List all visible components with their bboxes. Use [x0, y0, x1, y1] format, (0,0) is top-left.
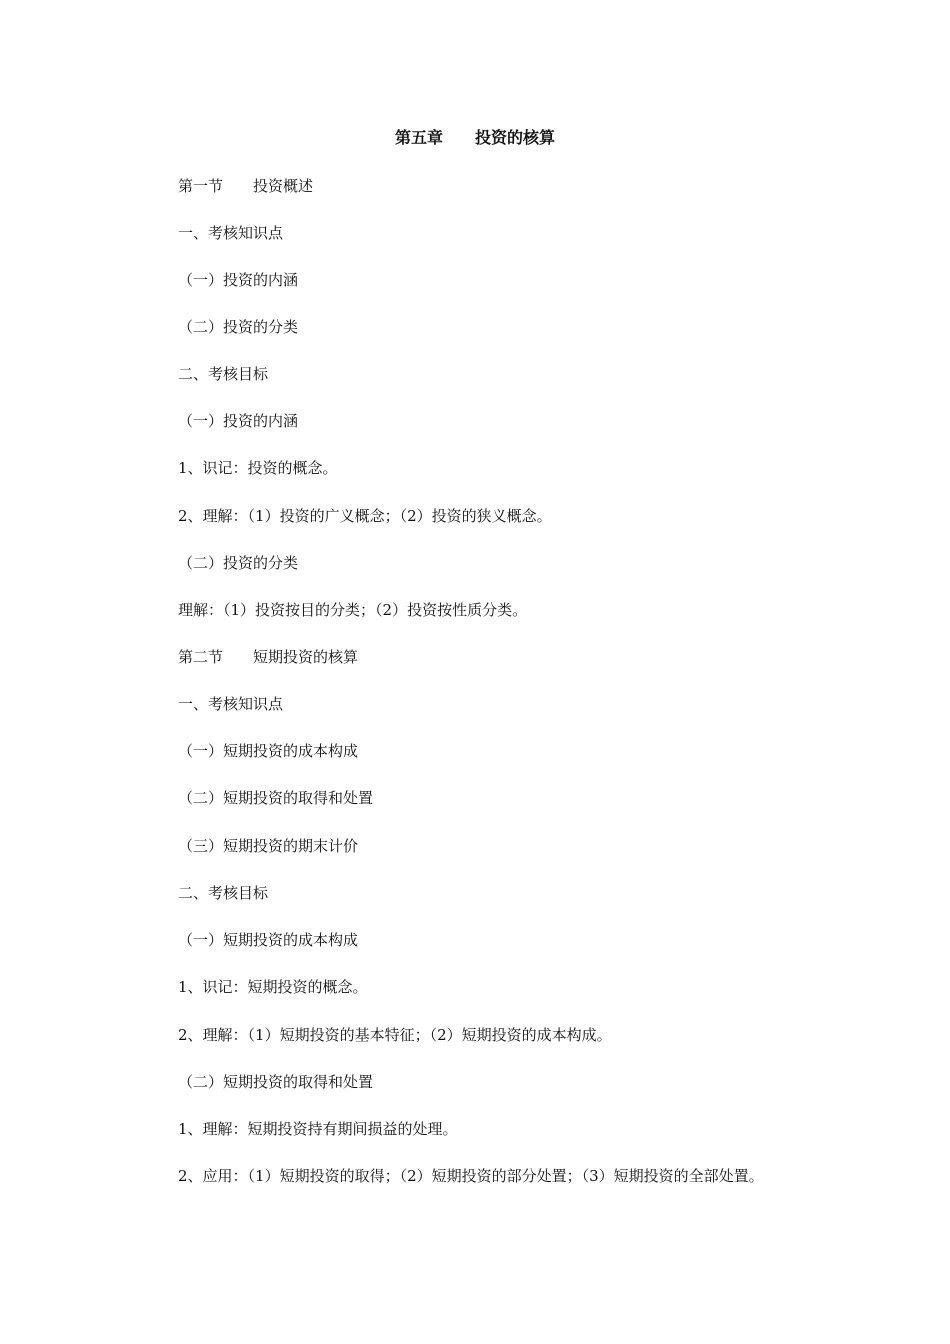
chapter-title: 第五章 投资的核算: [394, 128, 555, 147]
text-line: （二）短期投资的取得和处置: [178, 789, 374, 807]
text-line: （一）投资的内涵: [178, 412, 299, 430]
text-line: 二、考核目标: [178, 365, 269, 383]
text-line: （三）短期投资的期末计价: [178, 837, 359, 855]
section-heading: 第一节 投资概述: [178, 177, 314, 195]
text-line: （一）投资的内涵: [178, 271, 299, 289]
text-line: 1、识记：短期投资的概念。: [178, 978, 368, 996]
section-heading: 第二节 短期投资的核算: [178, 648, 359, 666]
text-line: （一）短期投资的成本构成: [178, 931, 359, 949]
text-line: （一）短期投资的成本构成: [178, 742, 359, 760]
text-line: （二）投资的分类: [178, 554, 299, 572]
text-line: 1、理解：短期投资持有期间损益的处理。: [178, 1120, 458, 1138]
text-line: （二）短期投资的取得和处置: [178, 1073, 374, 1091]
text-line: 二、考核目标: [178, 884, 269, 902]
text-line: 一、考核知识点: [178, 224, 284, 242]
text-line: 2、理解：（1）短期投资的基本特征；（2）短期投资的成本构成。: [178, 1026, 612, 1044]
text-line: 一、考核知识点: [178, 695, 284, 713]
text-line: 2、理解：（1）投资的广义概念；（2）投资的狭义概念。: [178, 507, 552, 525]
text-paragraph: 2、应用：（1）短期投资的取得；（2）短期投资的部分处置；（3）短期投资的全部处置。: [178, 1167, 764, 1185]
text-line: （二）投资的分类: [178, 318, 299, 336]
text-line: 1、识记：投资的概念。: [178, 459, 338, 477]
text-line: 理解：（1）投资按目的分类；（2）投资按性质分类。: [178, 601, 528, 619]
